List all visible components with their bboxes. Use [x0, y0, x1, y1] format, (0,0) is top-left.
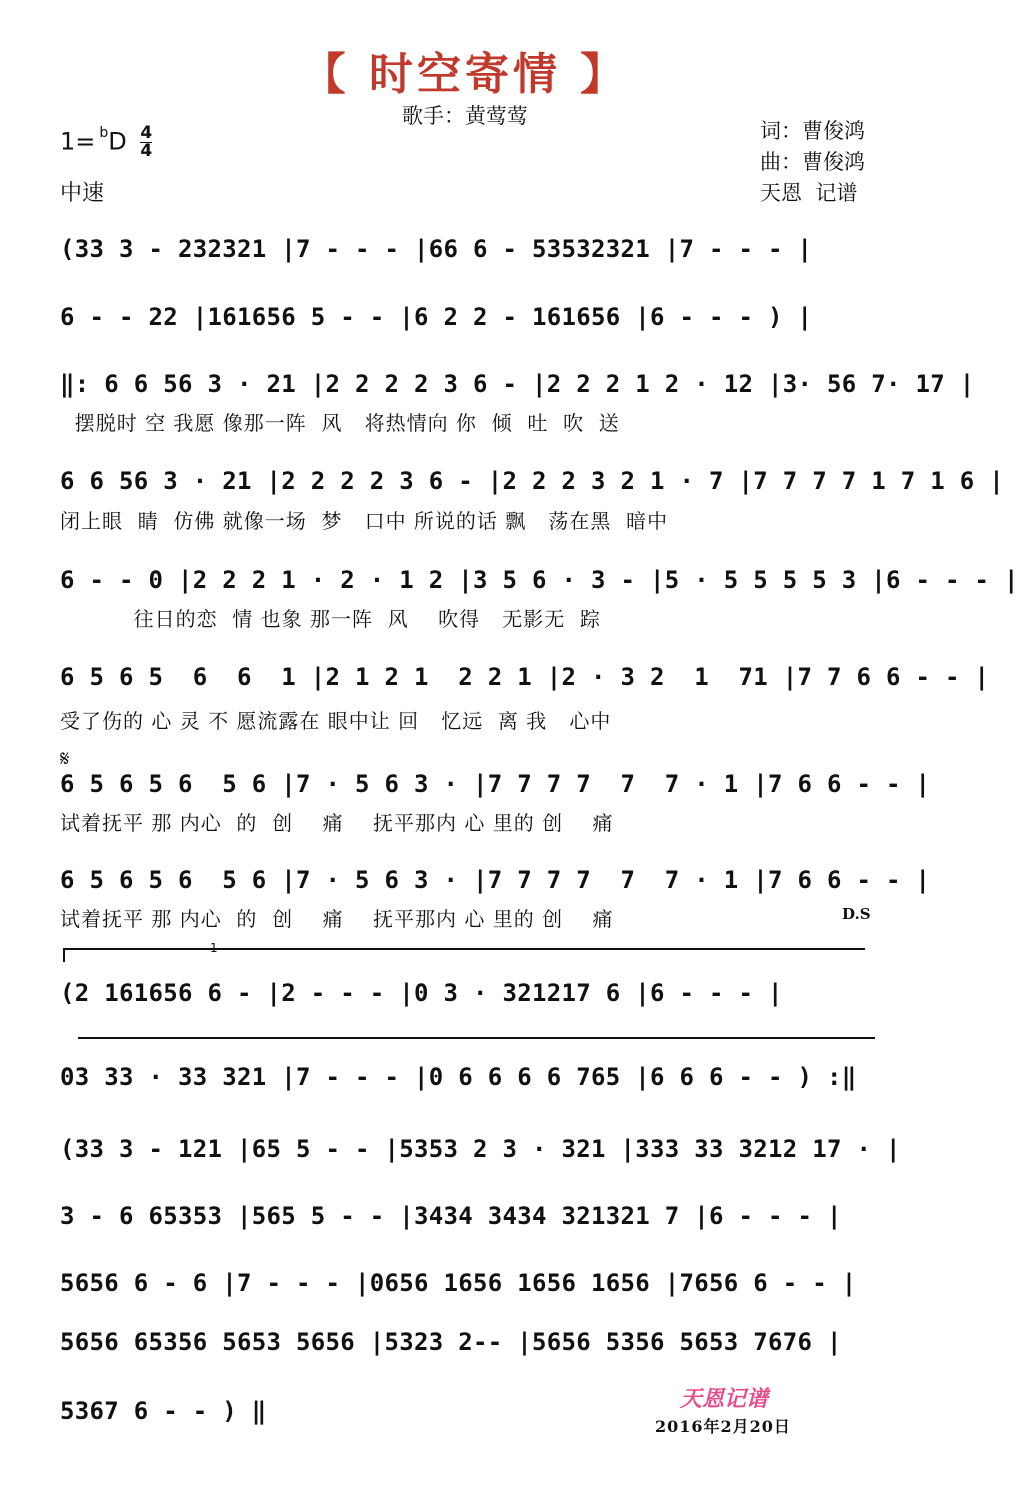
key-note: D — [108, 127, 127, 156]
score-line-9-notes: (2 161656 6 - |2 - - - |0 3 · 321217 6 |6 - - - | — [60, 979, 783, 1007]
segno-sign: 𝄋 — [60, 747, 70, 772]
section-divider — [78, 1037, 875, 1039]
time-signature-bottom: 4 — [140, 141, 153, 161]
singer-credit: 歌手：黄莺莺 — [402, 104, 528, 128]
composer-credit: 曲：曹俊鸿 — [760, 150, 865, 174]
score-line-8-lyrics: 试着抚平 那 内心 的 创 痛 抚平那内 心 里的 创 痛 — [60, 907, 614, 931]
score-line-11-notes: (33 3 - 121 |65 5 - - |5353 2 3 · 321 |333 33 3212 17 · | — [60, 1135, 901, 1163]
credits-block — [760, 116, 865, 209]
score-line-12-notes: 3 - 6 65353 |565 5 - - |3434 3434 321321 7 |6 - - - | — [60, 1202, 842, 1230]
key-signature — [60, 125, 152, 160]
song-title: 【 时空寄情 】 — [301, 49, 629, 100]
score-line-5-lyrics: 往日的恋 情 也象 那一阵 风 吹得 无影无 踪 — [60, 607, 601, 631]
score-line-14-notes: 5656 65356 5653 5656 |5323 2-- |5656 5356 5653 7676 | — [60, 1328, 842, 1356]
score-line-13-notes: 5656 6 - 6 |7 - - - |0656 1656 1656 1656 |7656 6 - - | — [60, 1269, 857, 1297]
score-line-2-notes: 6 - - 22 |161656 5 - - |6 2 2 - 161656 |6 - - - ) | — [60, 303, 813, 331]
score-line-4-notes: 6 6 56 3 · 21 |2 2 2 2 3 6 - |2 2 2 3 2 1 · 7 |7 7 7 7 1 7 1 6 | — [60, 467, 1004, 495]
tempo-marking: 中速 — [60, 181, 105, 206]
score-line-1-notes: (33 3 - 232321 |7 - - - |66 6 - 53532321 |7 - - - | — [60, 235, 813, 263]
score-line-6-notes: 6 5 6 5 6 6 1 |2 1 2 1 2 2 1 |2 · 3 2 1 71 |7 7 6 6 - - | — [60, 663, 990, 691]
time-signature-top: 4 — [140, 123, 153, 143]
score-line-6-lyrics: 受了伤的 心 灵 不 愿流露在 眼中让 回 忆远 离 我 心中 — [60, 709, 612, 733]
score-line-7-lyrics: 试着抚平 那 内心 的 创 痛 抚平那内 心 里的 创 痛 — [60, 811, 614, 835]
score-line-15-notes: 5367 6 - - ) ‖ — [60, 1397, 267, 1425]
transcription-date: 2016年2月20日 — [655, 1417, 791, 1436]
dal-segno-marking: D.S — [842, 905, 871, 923]
key-prefix: 1= — [60, 127, 96, 156]
volta-bracket — [63, 948, 865, 962]
transcriber-credit: 天恩 记谱 — [760, 181, 858, 205]
score-line-3-notes: ‖: 6 6 56 3 · 21 |2 2 2 2 3 6 - |2 2 2 1 2 · 12 |3· 56 7· 17 | — [60, 370, 975, 398]
score-line-3-lyrics: 摆脱时 空 我愿 像那一阵 风 将热情向 你 倾 吐 吹 送 — [60, 411, 620, 435]
score-line-7-notes: 6 5 6 5 6 5 6 |7 · 5 6 3 · |7 7 7 7 7 7 · 1 |7 6 6 - - | — [60, 770, 931, 798]
flat-sign: b — [99, 125, 109, 141]
lyricist-credit: 词：曹俊鸿 — [760, 119, 865, 143]
volta-number: 1 — [210, 941, 218, 955]
score-line-10-notes: 03 33 · 33 321 |7 - - - |0 6 6 6 6 765 |6 6 6 - - ) :‖ — [60, 1063, 857, 1091]
score-line-5-notes: 6 - - 0 |2 2 2 1 · 2 · 1 2 |3 5 6 · 3 - |5 · 5 5 5 5 3 |6 - - - | — [60, 566, 1019, 594]
score-line-8-notes: 6 5 6 5 6 5 6 |7 · 5 6 3 · |7 7 7 7 7 7 · 1 |7 6 6 - - | — [60, 866, 931, 894]
score-line-4-lyrics: 闭上眼 睛 仿佛 就像一场 梦 口中 所说的话 飘 荡在黑 暗中 — [60, 509, 669, 533]
time-signature — [140, 125, 152, 160]
transcriber-stamp: 天恩记谱 — [680, 1386, 769, 1412]
